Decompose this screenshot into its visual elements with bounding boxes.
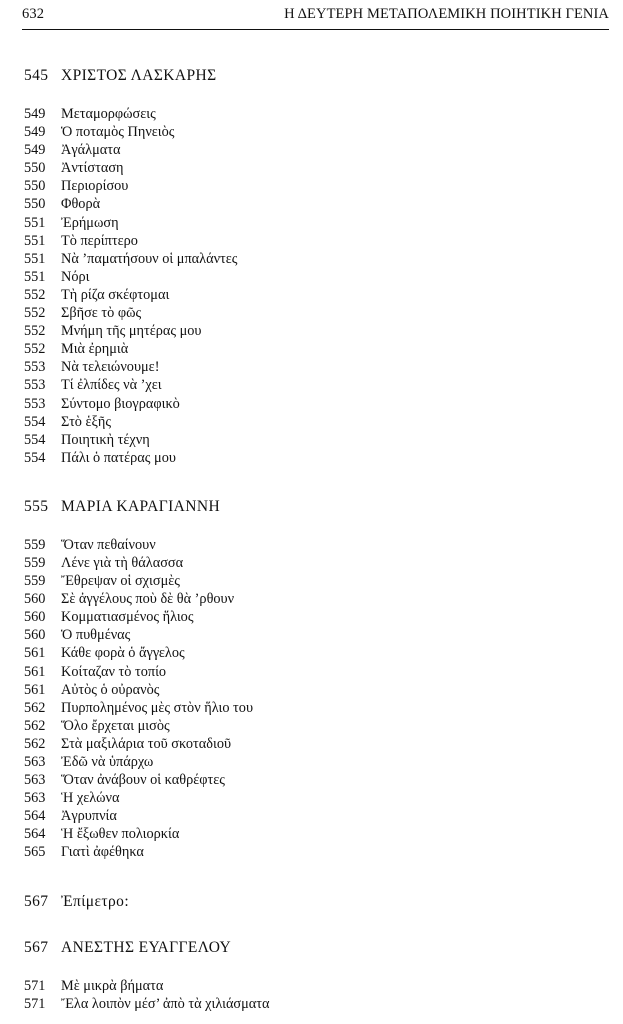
toc-entry (24, 395, 609, 413)
toc-entry (24, 699, 609, 717)
entry-page: 551 (24, 214, 46, 231)
entry-page: 560 (24, 609, 46, 626)
entry-page: 571 (24, 995, 46, 1012)
toc-entry (24, 681, 609, 699)
entry-title: Στὸ ἑξῆς (61, 413, 112, 430)
entry-page: 554 (24, 413, 46, 430)
entry-title: Ἀντίσταση (61, 160, 124, 177)
epimetro-page: 567 (24, 892, 49, 910)
entry-page: 565 (24, 844, 46, 861)
entry-page: 561 (24, 645, 46, 662)
running-title: Η ΔΕΥΤΕΡΗ ΜΕΤΑΠΟΛΕΜΙΚΗ ΠΟΙΗΤΙΚΗ ΓΕΝΙΑ (284, 6, 609, 22)
section-title: ΑΝΕΣΤΗΣ ΕΥΑΓΓΕΛΟΥ (61, 938, 232, 956)
entry-title: Φθορὰ (61, 196, 101, 213)
toc-entry (24, 159, 609, 177)
entry-title: Κομματιασμένος ἥλιος (61, 609, 194, 626)
entry-page: 560 (24, 627, 46, 644)
toc-entry (24, 268, 609, 286)
entry-title: Σὲ ἀγγέλους ποὺ δὲ θὰ ’ρθουν (61, 591, 235, 608)
entry-title: Κάθε φορὰ ὁ ἄγγελος (61, 645, 185, 662)
entry-title: Νὰ τελειώνουμε! (61, 359, 160, 376)
entry-title: Σβῆσε τὸ φῶς (61, 305, 142, 322)
toc-entry (24, 753, 609, 771)
entry-page: 561 (24, 681, 46, 698)
entry-title: Ἐδῶ νὰ ὑπάρχω (61, 754, 154, 770)
entry-page: 563 (24, 754, 46, 770)
toc-entry (24, 572, 609, 590)
toc-entry (24, 286, 609, 304)
toc-entry (24, 304, 609, 322)
entry-page: 550 (24, 178, 46, 195)
entry-title: Ὅλο ἔρχεται μισὸς (61, 717, 170, 734)
entry-page: 571 (24, 977, 46, 994)
entry-title: Ἡ ἔξωθεν πολιορκία (61, 826, 180, 843)
toc-entry (24, 105, 609, 123)
entry-page: 560 (24, 591, 46, 608)
toc-entry (24, 995, 609, 1013)
entry-title: Νὰ ’παματήσουν οἱ μπαλάντες (61, 250, 238, 267)
toc-entry (24, 644, 609, 662)
entry-page: 554 (24, 431, 46, 448)
running-header (22, 6, 609, 28)
entry-page: 551 (24, 232, 46, 249)
entry-page: 554 (24, 449, 46, 466)
entry-page: 563 (24, 772, 46, 789)
entry-title: Τὴ ρίζα σκέφτομαι (61, 286, 170, 303)
entry-page: 552 (24, 341, 46, 358)
entry-title: Αὐτὸς ὁ οὐρανὸς (61, 681, 160, 698)
section-page: 567 (24, 938, 49, 956)
section-page: 555 (24, 497, 49, 515)
header-rule (22, 29, 609, 30)
toc-entry (24, 843, 609, 861)
entry-page: 553 (24, 395, 46, 412)
toc-entry (24, 536, 609, 554)
toc-entry (24, 322, 609, 340)
entry-title: Ἔθρεψαν οἱ σχισμὲς (61, 573, 180, 590)
entry-page: 549 (24, 142, 46, 159)
entry-page: 549 (24, 106, 46, 122)
section-title: ΧΡΙΣΤΟΣ ΛΑΣΚΑΡΗΣ (61, 67, 217, 84)
toc-entry (24, 431, 609, 449)
toc-entry (24, 340, 609, 358)
entry-page: 562 (24, 717, 46, 734)
entry-page: 551 (24, 268, 46, 285)
entry-title: Κοίταζαν τὸ τοπίο (61, 663, 167, 680)
entry-title: Στὰ μαξιλάρια τοῦ σκοταδιοῦ (61, 735, 232, 752)
entry-title: Μὲ μικρὰ βήματα (61, 977, 164, 994)
entry-page: 559 (24, 554, 46, 571)
toc-entry (24, 807, 609, 825)
entry-title: Ἀγρυπνία (61, 808, 117, 825)
entry-title: Ὅταν ἀνάβουν οἱ καθρέφτες (61, 772, 225, 789)
entry-title: Μεταμορφώσεις (61, 106, 156, 122)
entry-title: Ἐρήμωση (61, 214, 119, 231)
entry-page: 550 (24, 160, 46, 177)
section-page: 545 (24, 67, 49, 84)
entry-title: Περιορίσου (61, 178, 129, 195)
entry-title: Πάλι ὁ πατέρας μου (61, 449, 176, 466)
entry-title: Γιατὶ ἀφέθηκα (61, 844, 144, 861)
entry-page: 561 (24, 663, 46, 680)
section-entries (24, 105, 609, 467)
entry-title: Τί ἐλπίδες νὰ ’χει (61, 377, 162, 394)
entry-title: Σύντομο βιογραφικὸ (61, 395, 180, 412)
toc-entry (24, 825, 609, 843)
entry-title: Ὅταν πεθαίνουν (61, 536, 156, 553)
toc-entry (24, 789, 609, 807)
entry-page: 564 (24, 808, 46, 825)
toc-entry (24, 977, 609, 995)
entry-title: Ὁ πυθμένας (61, 627, 131, 644)
entry-page: 552 (24, 305, 46, 322)
toc-entry (24, 626, 609, 644)
toc-entry (24, 413, 609, 431)
entry-title: Ἀγάλματα (61, 142, 121, 159)
entry-title: Λένε γιὰ τὴ θάλασσα (61, 554, 184, 571)
entry-page: 564 (24, 826, 46, 843)
entry-page: 553 (24, 377, 46, 394)
entry-page: 563 (24, 790, 46, 807)
epimetro-title: Ἐπίμετρο: (61, 892, 130, 910)
entry-page: 553 (24, 359, 46, 376)
toc-entry (24, 177, 609, 195)
page-number: 632 (22, 6, 45, 22)
section-entries (24, 536, 609, 862)
toc-entry (24, 123, 609, 141)
entry-title: Τὸ περίπτερο (61, 232, 138, 249)
entry-page: 559 (24, 536, 46, 553)
entry-title: Μιὰ ἐρημιὰ (61, 341, 129, 358)
toc-entry (24, 608, 609, 626)
toc-entry (24, 771, 609, 789)
entry-title: Ἡ χελώνα (61, 790, 120, 807)
entry-page: 562 (24, 735, 46, 752)
entry-title: Μνήμη τῆς μητέρας μου (61, 323, 202, 340)
toc-entry (24, 232, 609, 250)
toc-entry (24, 376, 609, 394)
entry-page: 550 (24, 196, 46, 213)
toc-entry (24, 590, 609, 608)
section-heading (24, 497, 609, 517)
section-heading (24, 938, 609, 958)
entry-page: 562 (24, 699, 46, 716)
toc-entry (24, 735, 609, 753)
section-entries (24, 977, 609, 1013)
entry-page: 552 (24, 323, 46, 340)
toc-entry (24, 449, 609, 467)
entry-title: Ποιητικὴ τέχνη (61, 431, 150, 448)
toc-entry (24, 250, 609, 268)
toc-entry (24, 214, 609, 232)
section-heading (24, 66, 609, 86)
entry-page: 552 (24, 286, 46, 303)
entry-title: Ἔλα λοιπὸν μέσ’ ἀπὸ τὰ χιλιάσματα (61, 995, 270, 1012)
entry-page: 551 (24, 250, 46, 267)
entry-title: Νόρι (61, 268, 90, 285)
epimetro-heading (24, 892, 609, 912)
entry-page: 549 (24, 124, 46, 141)
toc-entry (24, 358, 609, 376)
toc-entry (24, 717, 609, 735)
entry-page: 559 (24, 573, 46, 590)
toc-entry (24, 554, 609, 572)
section-title: ΜΑΡΙΑ ΚΑΡΑΓΙΑΝΝΗ (61, 497, 221, 515)
table-of-contents (24, 66, 609, 1013)
entry-title: Πυρπολημένος μὲς στὸν ἥλιο του (61, 699, 254, 716)
toc-entry (24, 663, 609, 681)
toc-entry (24, 195, 609, 213)
toc-entry (24, 141, 609, 159)
entry-title: Ὁ ποταμὸς Πηνειὸς (61, 124, 175, 141)
